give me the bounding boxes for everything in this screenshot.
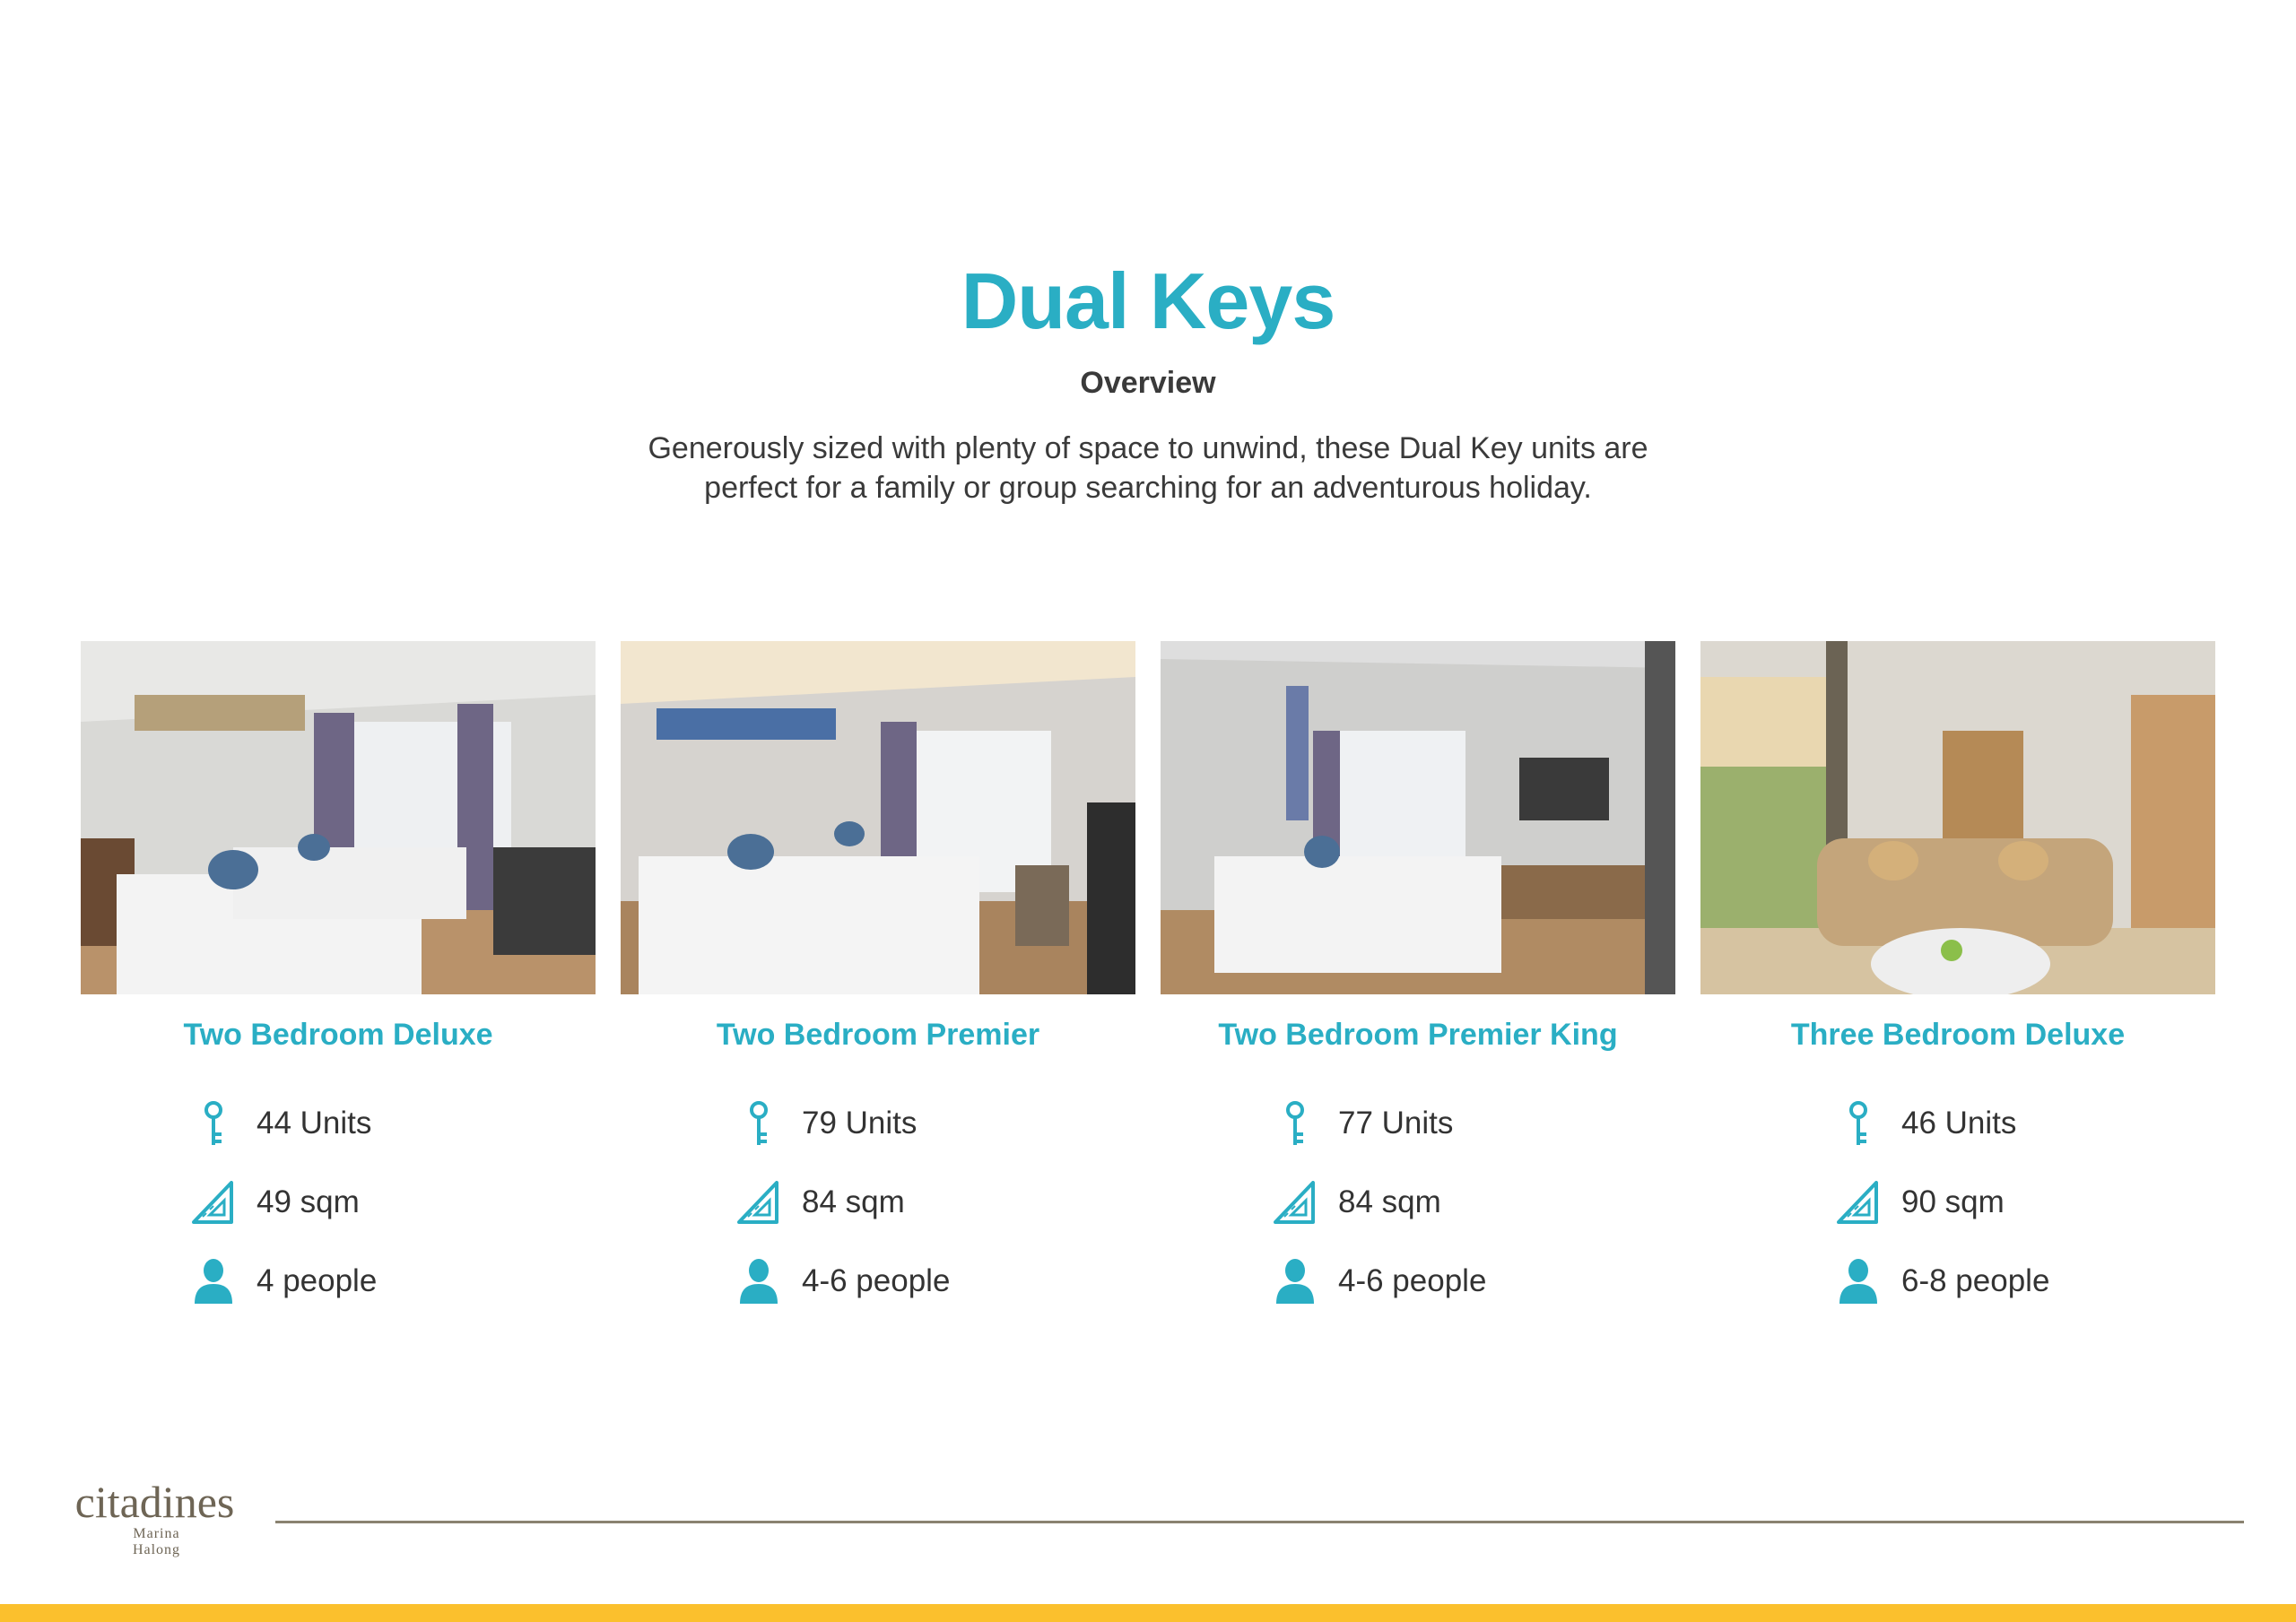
- size-spec: [1272, 1175, 1441, 1229]
- key-icon: [1272, 1100, 1318, 1147]
- units-value: 77 Units: [1338, 1106, 1454, 1141]
- room-photo: [1700, 641, 2215, 994]
- size-spec: [190, 1175, 360, 1229]
- intro-paragraph: [565, 429, 1731, 507]
- room-photo: [621, 641, 1135, 994]
- person-icon: [1272, 1258, 1318, 1305]
- size-value: 84 sqm: [802, 1184, 905, 1219]
- room-photo: [1161, 641, 1675, 994]
- page-title: Dual Keys: [961, 256, 1335, 345]
- capacity-value: 4-6 people: [1338, 1263, 1487, 1298]
- size-value: 90 sqm: [1901, 1184, 2005, 1219]
- room-card-three-bedroom-deluxe: [1700, 641, 2215, 1298]
- room-name: Two Bedroom Premier King: [1218, 1018, 1618, 1052]
- footer-color-bar: [0, 1604, 2296, 1622]
- size-spec: [1835, 1175, 2005, 1229]
- person-icon: [735, 1258, 782, 1305]
- set-square-icon: [1272, 1179, 1318, 1226]
- logo-sub-halong: Halong: [132, 1542, 181, 1557]
- logo-sub-marina: Marina: [133, 1526, 180, 1541]
- room-photo: [81, 641, 596, 994]
- section-subtitle: Overview: [1080, 366, 1216, 400]
- units-spec: [190, 1097, 371, 1150]
- intro-line-2: perfect for a family or group searching for an adventurous holiday.: [704, 471, 1592, 505]
- person-icon: [190, 1258, 237, 1305]
- room-name: Two Bedroom Deluxe: [183, 1018, 493, 1052]
- size-value: 84 sqm: [1338, 1184, 1441, 1219]
- set-square-icon: [190, 1179, 237, 1226]
- units-value: 44 Units: [257, 1106, 372, 1141]
- capacity-value: 4 people: [257, 1263, 378, 1298]
- units-value: 79 Units: [802, 1106, 918, 1141]
- size-value: 49 sqm: [257, 1184, 360, 1219]
- capacity-spec: [190, 1254, 377, 1308]
- key-icon: [190, 1100, 237, 1147]
- units-spec: [1272, 1097, 1453, 1150]
- room-card-two-bedroom-premier-king: [1161, 641, 1675, 1298]
- capacity-spec: [735, 1254, 950, 1308]
- set-square-icon: [735, 1179, 782, 1226]
- units-spec: [735, 1097, 917, 1150]
- key-icon: [735, 1100, 782, 1147]
- capacity-spec: [1272, 1254, 1486, 1308]
- room-card-two-bedroom-premier: [621, 641, 1135, 1298]
- person-icon: [1835, 1258, 1882, 1305]
- logo-wordmark: citadines: [74, 1477, 235, 1527]
- units-spec: [1835, 1097, 2016, 1150]
- set-square-icon: [1835, 1179, 1882, 1226]
- size-spec: [735, 1175, 905, 1229]
- key-icon: [1835, 1100, 1882, 1147]
- capacity-spec: [1835, 1254, 2049, 1308]
- room-name: Two Bedroom Premier: [716, 1018, 1040, 1052]
- capacity-value: 4-6 people: [802, 1263, 951, 1298]
- room-name: Three Bedroom Deluxe: [1790, 1018, 2126, 1052]
- footer-divider: [275, 1521, 2244, 1523]
- capacity-value: 6-8 people: [1901, 1263, 2050, 1298]
- intro-line-1: Generously sized with plenty of space to unwind, these Dual Key units are: [648, 431, 1648, 465]
- citadines-logo: [63, 1478, 247, 1558]
- room-card-two-bedroom-deluxe: [81, 641, 596, 1298]
- units-value: 46 Units: [1901, 1106, 2017, 1141]
